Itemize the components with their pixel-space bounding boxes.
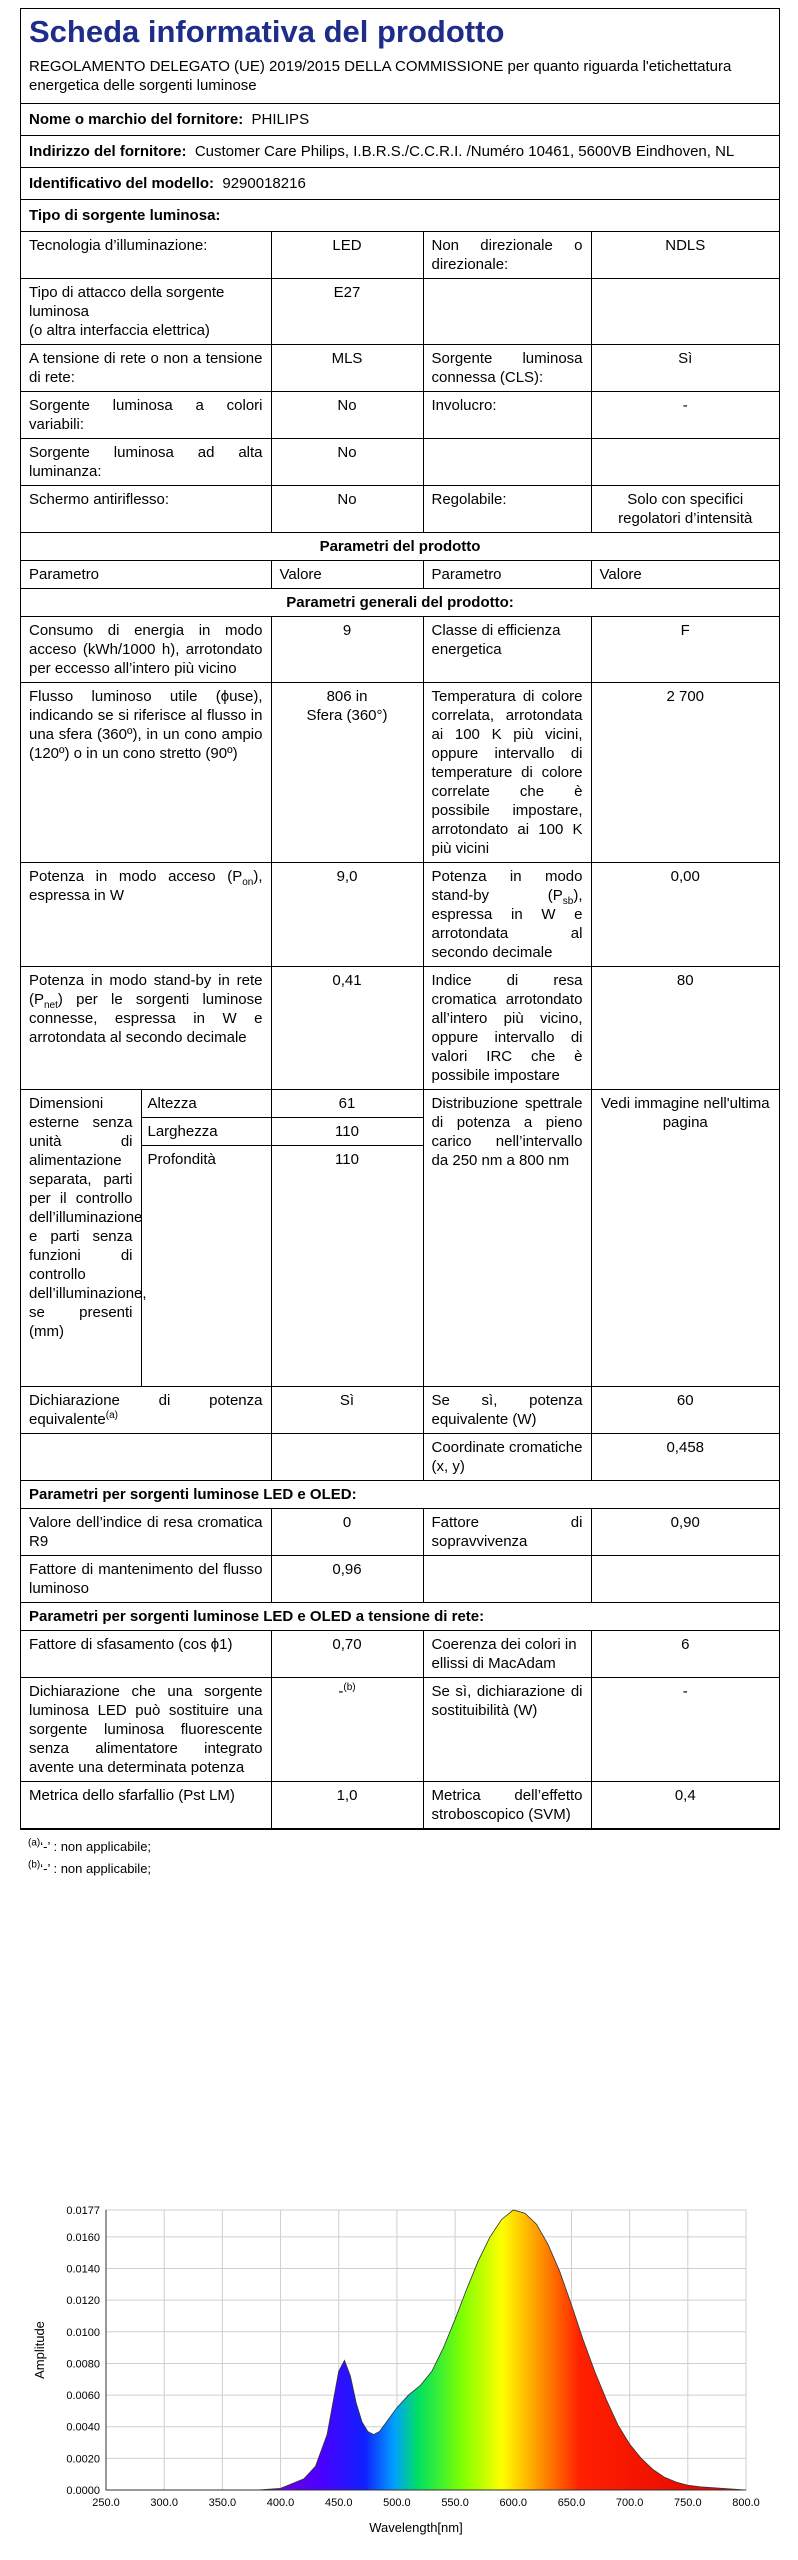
param-value: 9,0: [271, 863, 423, 967]
footnote-marker: (b): [28, 1859, 41, 1871]
value-text: -: [338, 1683, 344, 1700]
param-value-2: [591, 1556, 779, 1603]
source-label-2: Regolabile:: [423, 486, 591, 533]
param-label-2: [423, 1556, 591, 1603]
param-value-2: 0,4: [591, 1782, 779, 1829]
regulation-text: REGOLAMENTO DELEGATO (UE) 2019/2015 DELLA COMMISSIONE per quanto riguarda l'etichettatura energetica delle sorgenti luminose: [21, 53, 779, 104]
label-part: Potenza in modo acceso (P: [29, 868, 243, 885]
x-tick-label: 350.0: [208, 2497, 237, 2509]
model-value: 9290018216: [222, 175, 306, 192]
width-label: Larghezza: [141, 1118, 271, 1146]
source-label: A tensione di rete o non a tensione di rete:: [21, 345, 271, 392]
page-title: Scheda informativa del prodotto: [29, 14, 505, 49]
table-row: [21, 617, 779, 683]
source-value: No: [271, 439, 423, 486]
source-value: LED: [271, 232, 423, 279]
supplier-value: PHILIPS: [251, 111, 310, 128]
source-label: Schermo antiriflesso:: [21, 486, 271, 533]
param-label-2: Indice di resa cromatica arrotondato all’intero più vicino, oppure intervallo di valori IRC che è possibile impostare: [423, 967, 591, 1090]
x-tick-label: 550.0: [441, 2497, 469, 2509]
param-value: [271, 683, 423, 863]
param-label-2: Classe di efficienza energetica: [423, 617, 591, 683]
table-row: [21, 1481, 779, 1509]
footnote-ref: (a): [105, 1410, 118, 1421]
dimensions-cell: [21, 1090, 271, 1387]
x-tick-label: 750.0: [674, 2497, 702, 2509]
label-part: Dichiarazione di potenza equivalente: [29, 1392, 263, 1428]
y-tick-label: 0.0080: [66, 2358, 100, 2371]
param-value-2: 6: [591, 1631, 779, 1678]
source-value-2: Sì: [591, 345, 779, 392]
source-value-2: [591, 279, 779, 345]
source-value: MLS: [271, 345, 423, 392]
param-label-2: Coerenza dei colori in ellissi di MacAdam: [423, 1631, 591, 1678]
param-value-2: 60: [591, 1387, 779, 1434]
param-label-2: Metrica dell’effetto stroboscopico (SVM): [423, 1782, 591, 1829]
y-tick-label: 0.0040: [66, 2421, 100, 2434]
source-label-2: Sorgente luminosa connessa (CLS):: [423, 345, 591, 392]
height-label: Altezza: [141, 1090, 271, 1118]
param-label-2: Temperatura di colore correlata, arrotondata ai 100 K più vicini, oppure intervallo di temperature di colore correlate che è possibile impostare, arrotondato ai 100 K più vicini: [423, 683, 591, 863]
param-label: [21, 967, 271, 1090]
y-axis-label: Amplitude: [32, 2321, 47, 2379]
x-tick-label: 450.0: [324, 2497, 353, 2509]
param-label: Fattore di mantenimento del flusso luminoso: [21, 1556, 271, 1603]
product-information-sheet: [20, 8, 780, 1830]
param-value-2: 0,00: [591, 863, 779, 967]
depth-value: 110: [335, 1151, 359, 1168]
param-value-2: Vedi immagine nell'ultima pagina: [591, 1090, 779, 1387]
footnote-ref: (b): [343, 1682, 356, 1693]
label-part: ), espressa in W e arrotondata al secondo decimale: [431, 887, 583, 961]
table-row: [21, 279, 779, 345]
depth-label: Profondità: [147, 1151, 216, 1168]
general-heading: Parametri generali del prodotto:: [21, 589, 779, 617]
param-label: Consumo di energia in modo acceso (kWh/1000 h), arrotondato per eccesso all’intero più vicino: [21, 617, 271, 683]
y-tick-label: 0.0140: [66, 2263, 100, 2276]
model-label: Identificativo del modello:: [29, 175, 215, 192]
table-row: [21, 1434, 779, 1481]
param-value: 1,0: [271, 1782, 423, 1829]
source-value-2: [591, 439, 779, 486]
source-label: [21, 279, 271, 345]
param-label: Flusso luminoso utile (ϕuse), indicando se si riferisce al flusso in una sfera (360º), in un cono ampio (120º) o in un cono stretto (90º): [21, 683, 271, 863]
table-row: [21, 1090, 779, 1387]
x-tick-label: 300.0: [150, 2497, 178, 2509]
param-label: [21, 1434, 271, 1481]
source-label: Tecnologia d’illuminazione:: [21, 232, 271, 279]
table-row: [21, 561, 779, 589]
param-value-2: 0,90: [591, 1509, 779, 1556]
source-type-heading: Tipo di sorgente luminosa:: [21, 200, 779, 232]
param-label: Dichiarazione che una sorgente luminosa LED può sostituire una sorgente luminosa fluorescente senza alimentatore integrato avente una determinata potenza: [21, 1678, 271, 1782]
y-tick-label: 0.0160: [66, 2231, 100, 2244]
source-value: No: [271, 392, 423, 439]
table-row: [21, 1509, 779, 1556]
param-label-2: Se sì, potenza equivalente (W): [423, 1387, 591, 1434]
param-label: Metrica dello sfarfallio (Pst LM): [21, 1782, 271, 1829]
x-tick-label: 500.0: [383, 2497, 411, 2509]
param-value-2: 80: [591, 967, 779, 1090]
param-label: Valore dell’indice di resa cromatica R9: [21, 1509, 271, 1556]
table-row: [21, 533, 779, 561]
param-value-2: -: [591, 1678, 779, 1782]
source-label-2: [423, 439, 591, 486]
table-row: [21, 439, 779, 486]
table-row: [21, 1631, 779, 1678]
supplier-label: Nome o marchio del fornitore:: [29, 111, 244, 128]
source-label-note: (o altra interfaccia elettrica): [29, 322, 210, 339]
source-value-2: Solo con specifici regolatori d’intensità: [591, 486, 779, 533]
source-value: No: [271, 486, 423, 533]
label-sub: sb: [562, 896, 574, 907]
source-label-2: Non direzionale o direzionale:: [423, 232, 591, 279]
label-part: Potenza in modo stand-by in rete (P: [29, 972, 263, 1008]
table-row: [21, 1678, 779, 1782]
supplier-row: [21, 104, 779, 136]
param-value: Sì: [271, 1387, 423, 1434]
x-tick-label: 650.0: [557, 2497, 586, 2509]
table-row: [21, 392, 779, 439]
params-heading: Parametri del prodotto: [21, 533, 779, 561]
x-axis-label: Wavelength[nm]: [369, 2520, 463, 2535]
spectral-distribution-chart: [28, 2200, 768, 2540]
param-value: 0,96: [271, 1556, 423, 1603]
address-label: Indirizzo del fornitore:: [29, 143, 187, 160]
param-label-2: [423, 863, 591, 967]
table-row: [21, 683, 779, 863]
led-mains-heading: Parametri per sorgenti luminose LED e OLED a tensione di rete:: [21, 1603, 779, 1631]
x-tick-label: 600.0: [499, 2497, 528, 2509]
table-row: [21, 345, 779, 392]
table-row: [21, 967, 779, 1090]
source-label-2: [423, 279, 591, 345]
y-tick-label: 0.0060: [66, 2390, 100, 2403]
source-value-2: NDLS: [591, 232, 779, 279]
param-label: Fattore di sfasamento (cos ϕ1): [21, 1631, 271, 1678]
source-label: Sorgente luminosa a colori variabili:: [21, 392, 271, 439]
label-part: ), espressa in W: [29, 868, 263, 904]
y-tick-label: 0.0100: [66, 2326, 100, 2339]
footnote: [28, 1836, 151, 1858]
column-header-param: Parametro: [423, 561, 591, 589]
table-row: [21, 1603, 779, 1631]
param-value-2: 0,458: [591, 1434, 779, 1481]
footnote-marker: (a): [28, 1837, 41, 1849]
param-value: 0: [271, 1509, 423, 1556]
param-value-2: F: [591, 617, 779, 683]
source-label-2: Involucro:: [423, 392, 591, 439]
dimensions-label: Dimensioni esterne senza unità di alimentazione separata, parti per il controllo dell’illuminazione e parti senza funzioni di controllo dell’illuminazione, se presenti (mm): [21, 1090, 141, 1386]
led-heading: Parametri per sorgenti luminose LED e OLED:: [21, 1481, 779, 1509]
x-tick-label: 250.0: [92, 2497, 120, 2509]
footnotes: [28, 1836, 151, 1880]
param-label-2: Se sì, dichiarazione di sostituibilità (W): [423, 1678, 591, 1782]
y-tick-label: 0.0000: [66, 2485, 100, 2497]
param-value: 0,70: [271, 1631, 423, 1678]
table-row: [21, 1782, 779, 1829]
param-value: [271, 1434, 423, 1481]
source-value: E27: [271, 279, 423, 345]
source-label: Sorgente luminosa ad alta luminanza:: [21, 439, 271, 486]
x-tick-label: 800.0: [732, 2497, 760, 2509]
flux-value: 806 in: [326, 688, 368, 705]
label-part: ) per le sorgenti luminose connesse, espressa in W e arrotondata al secondo decimale: [29, 991, 263, 1046]
height-value: 61: [272, 1090, 423, 1118]
param-label: [21, 1387, 271, 1434]
y-tick-label: 0.0020: [66, 2453, 100, 2466]
source-label-text: Tipo di attacco della sorgente luminosa: [29, 284, 225, 320]
address-row: [21, 136, 779, 168]
table-row: [21, 589, 779, 617]
y-tick-label: 0.0120: [66, 2295, 100, 2308]
param-value-2: 2 700: [591, 683, 779, 863]
column-header-value: Valore: [271, 561, 423, 589]
label-part: Potenza in modo stand-by (P: [431, 868, 583, 904]
param-value: [271, 1678, 423, 1782]
table-row: [21, 1556, 779, 1603]
source-value-2: -: [591, 392, 779, 439]
source-type-table: [21, 232, 779, 1829]
param-value: 9: [271, 617, 423, 683]
param-label-2: Fattore di sopravvivenza: [423, 1509, 591, 1556]
x-tick-label: 400.0: [266, 2497, 295, 2509]
param-label-2: Coordinate cromatiche (x, y): [423, 1434, 591, 1481]
width-value: 110: [272, 1118, 423, 1146]
flux-geometry: Sfera (360°): [306, 707, 388, 724]
column-header-value: Valore: [591, 561, 779, 589]
label-sub: net: [44, 1000, 58, 1011]
footnote-text: ‘-’ : non applicabile;: [40, 1839, 152, 1854]
param-value: 0,41: [271, 967, 423, 1090]
dimensions-values: [271, 1090, 423, 1387]
label-sub: on: [242, 877, 254, 888]
column-header-param: Parametro: [21, 561, 271, 589]
table-row: [21, 1387, 779, 1434]
param-label-2: Distribuzione spettrale di potenza a pieno carico nell’intervallo da 250 nm a 800 nm: [423, 1090, 591, 1387]
x-tick-label: 700.0: [615, 2497, 644, 2509]
table-row: [21, 232, 779, 279]
footnote: [28, 1858, 151, 1880]
footnote-text: ‘-’ : non applicabile;: [40, 1861, 152, 1876]
table-row: [21, 863, 779, 967]
param-label: [21, 863, 271, 967]
table-row: [21, 486, 779, 533]
model-row: [21, 168, 779, 200]
y-tick-label: 0.0177: [66, 2205, 100, 2217]
address-value: Customer Care Philips, I.B.R.S./C.C.R.I. /Numéro 10461, 5600VB Eindhoven, NL: [194, 143, 735, 160]
dimensions-table: [21, 1090, 271, 1386]
